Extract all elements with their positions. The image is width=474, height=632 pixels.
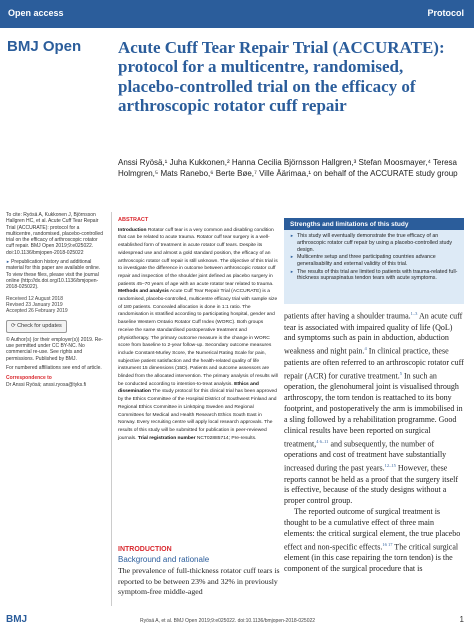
section-label: Protocol bbox=[427, 8, 464, 18]
bmj-footer-logo[interactable]: BMJ bbox=[6, 614, 28, 625]
abstract-methods-label: Methods and analysis bbox=[118, 289, 169, 295]
abstract-intro: Rotator cuff tear is a very common and disabling condition that can be related to acute trauma. Rotator cuff tear surgery is a well-established form of treatment in acute rotator cuff tears. Despite its widespread use and almost a gold standard position, the efficacy of an arthroscopic rotator cuff repair is still unknown. The objective of this trial is to investigate the difference in outcome between arthroscopic rotator cuff repair and inspection of the shoulder joint defined as placebo surgery in patients 45–70 years of age with an acute rotator tear related to trauma. bbox=[118, 227, 278, 287]
page-number: 1 bbox=[459, 615, 464, 624]
list-item: ► The results of this trial are limited to patients with trauma-related full-thickness supraspinatus tendon tears with acute symptoms. bbox=[290, 269, 458, 283]
body-paragraph-1 bbox=[284, 309, 464, 507]
check-updates-label: Check for updates bbox=[17, 323, 62, 330]
article-title: Acute Cuff Tear Repair Trial (ACCURATE): protocol for a multicentre, randomised, placebo-controlled trial on the efficacy of arthroscopic rotator cuff repair bbox=[118, 38, 445, 115]
abstract-heading: ABSTRACT bbox=[118, 217, 149, 223]
reference-link[interactable]: 12–15 bbox=[384, 463, 396, 468]
revised-date: Revised 23 January 2019 bbox=[6, 301, 63, 308]
strengths-heading: Strengths and limitations of this study bbox=[284, 218, 464, 230]
article-dates bbox=[6, 296, 106, 315]
body-text: In such an operation, the glenohumeral joint is visualised through arthroscopy, the torn tendon is reattached to its bony footprint, and postoperatively the arm is immobilised in a sling followed by a rehabilitation programme. Good clinical results have been reported on surgical treatment, bbox=[284, 371, 463, 449]
body-text-column bbox=[284, 309, 464, 575]
header-bar bbox=[0, 0, 474, 28]
correspondence-heading: Correspondence to bbox=[6, 375, 52, 382]
column-divider bbox=[111, 212, 112, 606]
reference-link[interactable]: 16 17 bbox=[382, 541, 393, 547]
introduction-text: The prevalence of full-thickness rotator cuff tears is reported to be between 23% and 32% in previously symptom-free middle-aged bbox=[118, 566, 280, 597]
received-date: Received 12 August 2018 bbox=[6, 295, 63, 302]
footer-citation: Ryösä A, et al. BMJ Open 2019;9:e025022. doi:10.1136/bmjopen-2018-025022 bbox=[140, 618, 316, 624]
body-text: In clinical practice, these patients are often referred to an arthroscopic rotator cuff repair (ACR) for curative treatment. bbox=[284, 346, 464, 381]
abstract-body bbox=[118, 227, 278, 443]
body-text: The critical surgical element (in this case repairing the torn tendon) is the component of the surgical procedure that is bbox=[284, 542, 459, 574]
abstract-methods: Acute Cuff Tear Repair Trial (ACCURATE) is a randomised, placebo-controlled, multicentre efficacy trial with sample size of 180 patients. Concealed allocation is done in 1:1 ratio. The randomisation is stratified according to participating hospital, gender and baseline Western Ontario Rotator Cuff Index (WORC). Both groups receive the same standardised postoperative treatment and physiotherapy. The primary outcome measure is the change in WORC score from baseline to 2-year follow-up. Secondary outcome measures include Constant-Murley Score, the Numerical Rating Scale for pain, subjective patient satisfaction and the health-related quality of life instrument 15 dimensions (15D). Patients and outcome assessors are blinded from the allocated intervention. The primary analysis of results will be conducted according to intention-to-treat analysis. bbox=[118, 289, 278, 387]
body-text: patients after having a shoulder trauma. bbox=[284, 311, 411, 321]
body-text: The reported outcome of surgical treatment is thought to be a cumulative effect of three main elements: the critical surgical element, the true placebo effect and non-specific effects. bbox=[284, 507, 461, 552]
abstract-intro-label: Introduction bbox=[118, 227, 147, 233]
refresh-icon: ⟳ bbox=[11, 323, 16, 330]
abstract-ethics: The study protocol for this clinical trial has been approved by the Ethics Committee of the Hospital District of Southwest Finland and Regional Ethics Committee in Linköping Sweden and Regional Committees for Medical and Health Research Ethics South East in Norway. Every recruiting centre will apply local research approvals. The results of this study will be submitted for publication in peer-reviewed journals. bbox=[118, 389, 277, 441]
list-item: ► This study will eventually demonstrate the true efficacy of an arthroscopic rotator cuff repair by using a placebo-controlled study design. bbox=[290, 233, 458, 254]
abstract-trial: NCT02885714; Pre-results. bbox=[196, 435, 257, 441]
abstract-trial-label: Trial registration number bbox=[137, 435, 196, 441]
reference-link[interactable]: 4 bbox=[364, 346, 367, 352]
cite-info: To cite: Ryösä A, Kukkonen J, Björnsson Hallgren HC, et al. Acute Cuff Tear Repair Trial (ACCURATE): protocol for a multicentre, randomised, placebo-controlled trial on the efficacy of arthroscopic rotator cuff repair. BMJ Open 2019;9:e025022. doi:10.1136/bmjopen-2018-025022 bbox=[6, 212, 103, 256]
body-paragraph-2 bbox=[284, 507, 464, 575]
body-text: An acute cuff tear is associated with impaired quality of life (QoL) and symptoms such as pain in abduction, abduction weakness and night pain. bbox=[284, 311, 463, 356]
affiliations-note: For numbered affiliations see end of article. bbox=[6, 364, 102, 371]
check-updates-button[interactable] bbox=[6, 320, 67, 332]
strengths-limitations-box bbox=[284, 218, 464, 304]
body-text: However, these reports cannot be held as a proof that the surgery itself is effective, because of the study designs without a proper control group. bbox=[284, 463, 459, 506]
body-text: and subsequently, the number of operations and cost of treatment have substantially increased during the past years. bbox=[284, 439, 447, 473]
journal-brand[interactable]: BMJ Open bbox=[7, 38, 82, 55]
correspondence-contact[interactable]: Dr Anssi Ryösä; anssi.ryosa@tyks.fi bbox=[6, 381, 87, 388]
introduction-heading: INTRODUCTION bbox=[118, 546, 172, 553]
author-list: Anssi Ryösä,¹ Juha Kukkonen,² Hanna Cecilia Björnsson Hallgren,³ Stefan Moosmayer,⁴ Teresa Holmgren,⁵ Mats Ranebo,⁶ Berte Bøe,⁷ Ville Äärimaa,¹ on behalf of the ACCURATE study group bbox=[118, 158, 458, 179]
background-subheading: Background and rationale bbox=[118, 555, 210, 564]
accepted-date: Accepted 26 February 2019 bbox=[6, 308, 68, 315]
prepub-note[interactable] bbox=[6, 259, 106, 290]
abstract-section bbox=[118, 217, 278, 442]
strengths-list bbox=[284, 230, 464, 282]
prepub-text: Prepublication history and additional material for this paper are available online. To view these files, please visit the journal online (http://dx.doi.org/10.1136/bmjopen-2018-025022). bbox=[6, 259, 101, 291]
license-text: © Author(s) (or their employer(s)) 2019. Re-use permitted under CC BY-NC. No commercial re-use. See rights and permissions. Published by BMJ. bbox=[6, 336, 103, 362]
reference-link[interactable]: 1–3 bbox=[410, 311, 418, 316]
reference-link[interactable]: 4 6–11 bbox=[316, 438, 329, 444]
open-access-label: Open access bbox=[8, 8, 64, 18]
article-sidebar bbox=[6, 212, 106, 391]
reference-link[interactable]: 5 bbox=[399, 370, 402, 376]
abstract-ethics-label: Ethics and dissemination bbox=[118, 381, 259, 395]
list-item: ► Multicentre setup and three participating countries advance generalisability and external validity of this trial. bbox=[290, 254, 458, 268]
